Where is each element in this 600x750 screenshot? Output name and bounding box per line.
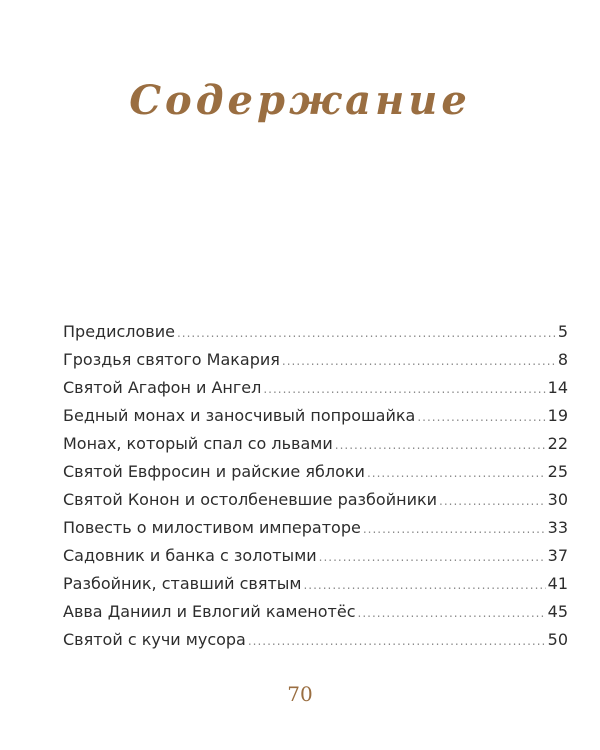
toc-leader-dots (367, 459, 546, 487)
toc-item-title: Разбойник, ставший святым (63, 574, 302, 593)
toc-item (63, 598, 568, 626)
table-of-contents (63, 318, 568, 654)
toc-item-page: 22 (547, 434, 568, 453)
toc-item-title: Святой Агафон и Ангел (63, 378, 262, 397)
toc-item-page: 50 (547, 630, 568, 649)
toc-item (63, 570, 568, 598)
toc-leader-dots (248, 627, 546, 655)
toc-leader-dots (303, 571, 545, 599)
toc-item-page: 37 (547, 546, 568, 565)
toc-item (63, 626, 568, 654)
toc-item-page: 30 (547, 490, 568, 509)
toc-leader-dots (363, 515, 546, 543)
toc-item-title: Предисловие (63, 322, 175, 341)
toc-item-title: Повесть о милостивом императоре (63, 518, 361, 537)
toc-item-title: Садовник и банка с золотыми (63, 546, 317, 565)
toc-item-page: 14 (547, 378, 568, 397)
toc-item-page: 45 (547, 602, 568, 621)
toc-item-page: 8 (557, 350, 568, 369)
toc-item-page: 33 (547, 518, 568, 537)
page-title: Содержание (129, 76, 471, 124)
toc-leader-dots (417, 403, 545, 431)
toc-item-page: 41 (547, 574, 568, 593)
toc-item-title: Бедный монах и заносчивый попрошайка (63, 406, 416, 425)
toc-item (63, 430, 568, 458)
toc-leader-dots (263, 375, 545, 403)
toc-leader-dots (282, 347, 556, 375)
toc-leader-dots (358, 599, 546, 627)
toc-item (63, 542, 568, 570)
toc-item (63, 374, 568, 402)
toc-item-page: 5 (557, 322, 568, 341)
toc-item-title: Святой Конон и остолбеневшие разбойники (63, 490, 438, 509)
toc-item-title: Святой с кучи мусора (63, 630, 246, 649)
toc-item-page: 19 (547, 406, 568, 425)
toc-item (63, 458, 568, 486)
toc-item (63, 346, 568, 374)
toc-item (63, 486, 568, 514)
page-number: 70 (287, 682, 313, 706)
toc-leader-dots (439, 487, 546, 515)
toc-item-title: Святой Евфросин и райские яблоки (63, 462, 365, 481)
toc-item-title: Монах, который спал со львами (63, 434, 333, 453)
toc-item-page: 25 (547, 462, 568, 481)
toc-item (63, 514, 568, 542)
toc-leader-dots (319, 543, 546, 571)
toc-item-title: Авва Даниил и Евлогий каменотёс (63, 602, 356, 621)
toc-leader-dots (177, 319, 556, 347)
toc-item-title: Гроздья святого Макария (63, 350, 280, 369)
toc-leader-dots (335, 431, 546, 459)
toc-item (63, 318, 568, 346)
toc-item (63, 402, 568, 430)
